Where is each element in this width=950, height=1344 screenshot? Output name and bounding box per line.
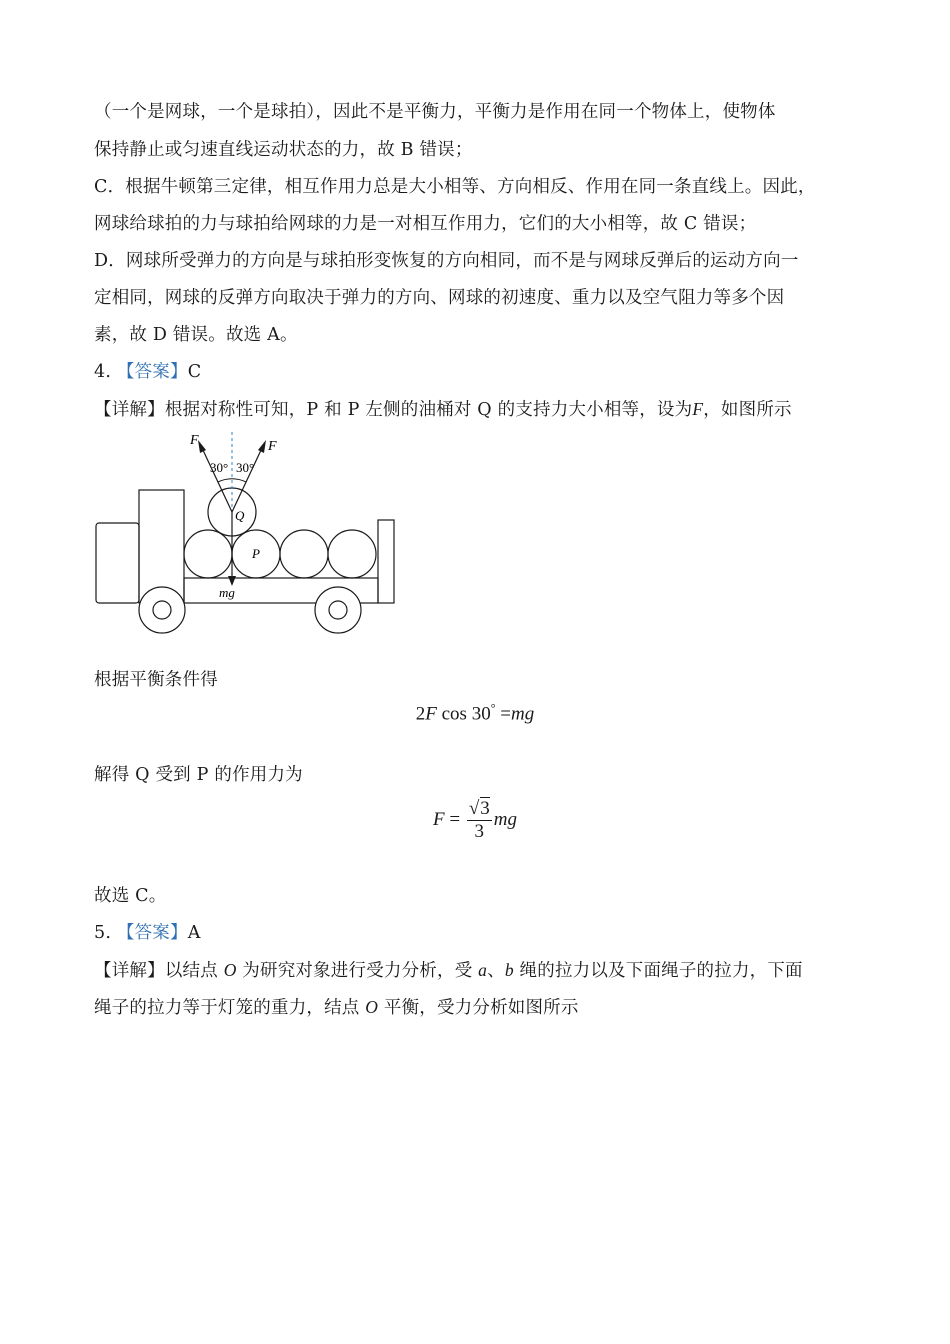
arrowhead-left	[198, 440, 206, 453]
paragraph-d-line-1: D．网球所受弹力的方向是与球拍形变恢复的方向相同，而不是与网球反弹后的运动方向一	[94, 251, 799, 271]
truck-force-diagram	[90, 428, 402, 638]
paragraph-b-line-1: （一个是网球，一个是球拍），因此不是平衡力，平衡力是作用在同一个物体上，使物体	[94, 102, 776, 122]
rear-wheel	[315, 587, 361, 633]
q5-answer-tag: 【答案】	[116, 923, 188, 943]
q5-answer-line	[94, 921, 201, 945]
q4-number: 4.	[94, 362, 112, 382]
barrel-p-label: P	[252, 546, 260, 561]
force-arrow-right	[232, 448, 262, 512]
barrel-left	[184, 530, 232, 578]
front-wheel	[139, 587, 185, 633]
paragraph-d-line-2: 定相同，网球的反弹方向取决于弹力的方向、网球的初速度、重力以及空气阻力等多个因	[94, 288, 785, 308]
q4-answer: C	[187, 362, 202, 382]
force-label-left: F	[190, 433, 199, 448]
q4-detail-text-2: ，如图所示	[703, 400, 792, 420]
arrowhead-right	[258, 440, 266, 453]
q5-detail-line-2: 绳子的拉力等于灯笼的重力，结点 O 平衡，受力分析如图所示	[94, 997, 579, 1018]
q4-detail-var: F	[692, 399, 704, 419]
q4-solve-text: 解得 Q 受到 P 的作用力为	[94, 765, 303, 785]
barrel-4	[328, 530, 376, 578]
q4-detail-line	[94, 397, 792, 422]
q4-answer-tag: 【答案】	[116, 362, 188, 382]
truck-tailgate	[378, 520, 394, 603]
paragraph-c-line-1: C．根据牛顿第三定律，相互作用力总是大小相等、方向相反、作用在同一条直线上。因此，	[94, 177, 816, 197]
equation-2: F = $\frac{√3}{3}$ mg	[433, 798, 517, 842]
gravity-label: mg	[219, 585, 235, 600]
paragraph-c-line-2: 网球给球拍的力与球拍给网球的力是一对相互作用力，它们的大小相等，故 C 错误；	[94, 214, 757, 234]
q5-answer: A	[187, 923, 201, 943]
force-arrow-left	[202, 448, 232, 512]
force-label-right: F	[268, 439, 277, 454]
paragraph-d-line-3: 素，故 D 错误。故选 A。	[94, 325, 298, 345]
q4-detail-text-1: 根据对称性可知，P 和 P 左侧的油桶对 Q 的支持力大小相等，设为	[164, 400, 693, 420]
q4-answer-line	[94, 360, 201, 384]
q5-number: 5.	[94, 923, 112, 943]
truck-cabin-column	[139, 490, 184, 603]
fraction: $\frac{√3}{3}$	[468, 798, 490, 842]
q4-condition-text: 根据平衡条件得	[94, 670, 218, 690]
barrel-3	[280, 530, 328, 578]
paragraph-b-line-2: 保持静止或匀速直线运动状态的力，故 B 错误；	[94, 140, 473, 160]
q4-conclusion: 故选 C。	[94, 886, 167, 906]
equation-1: 2F cos 30° =mg	[415, 701, 535, 725]
q4-detail-tag: 【详解】	[94, 400, 165, 420]
truck-cab	[96, 523, 139, 603]
barrel-q-label: Q	[235, 508, 245, 523]
q5-detail-line-1: 【详解】以结点 O 为研究对象进行受力分析，受 a、b 绳的拉力以及下面绳子的拉力，下面	[94, 960, 803, 981]
angle-label-right: 30°	[236, 460, 255, 475]
angle-label-left: 30°	[210, 460, 229, 475]
